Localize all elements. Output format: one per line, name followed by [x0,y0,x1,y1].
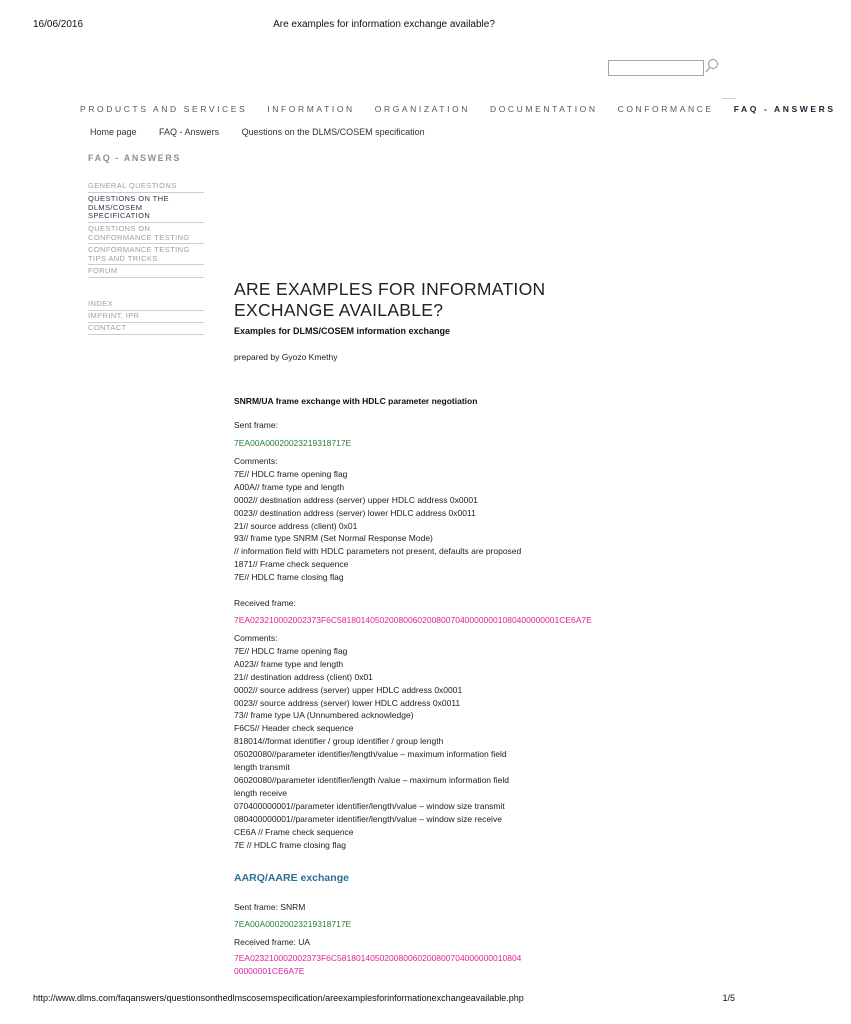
comment-line: // information field with HDLC parameters not present, defaults are proposed [234,546,522,557]
print-url: http://www.dlms.com/faqanswers/questionsonthedlmscosemspecification/areexamplesforinformationexchangeavailable.php [33,993,524,1003]
comment-line: 1871// Frame check sequence [234,559,349,570]
comment-line: 070400000001//parameter identifier/length/value – window size transmit [234,800,505,811]
article-author: prepared by Gyozo Kmethy [234,352,338,362]
comments-label: Comments: [234,633,278,643]
comment-line: length receive [234,787,287,798]
comment-line: 0002// source address (server) upper HDLC address 0x0001 [234,684,463,695]
sidebar-item-forum[interactable]: FORUM [88,267,204,278]
received-frame-ua-value-2: 00000001CE6A7E [234,966,305,976]
comment-line: F6C5// Header check sequence [234,723,354,734]
breadcrumb-home[interactable]: Home page [90,127,137,137]
sidebar-item-general-questions[interactable]: GENERAL QUESTIONS [88,182,204,193]
search-input[interactable] [608,60,704,76]
received-frame-label: Received frame: [234,598,296,608]
comment-line: 05020080//parameter identifier/length/value – maximum information field [234,749,507,760]
comment-line: length transmit [234,762,290,773]
sent-frame-value: 7EA00A00020023219318717E [234,438,352,448]
comment-line: 0023// destination address (server) lower HDLC address 0x0011 [234,507,476,518]
comment-line: 93// frame type SNRM (Set Normal Response Mode) [234,533,433,544]
comment-line: 0002// destination address (server) upper HDLC address 0x0001 [234,494,478,505]
comment-line: 080400000001//parameter identifier/length/value – window size receive [234,813,502,824]
comment-line: 21// source address (client) 0x01 [234,520,358,531]
print-date: 16/06/2016 [33,19,84,30]
sidebar-item-dlms-cosem-specification[interactable]: QUESTIONS ON THE DLMS/COSEM SPECIFICATION [88,195,204,223]
breadcrumb-faq[interactable]: FAQ - Answers [159,127,220,137]
breadcrumb-current[interactable]: Questions on the DLMS/COSEM specification [241,127,425,137]
page-title-line-2: EXCHANGE AVAILABLE? [234,300,444,320]
sidebar-item-conformance-testing[interactable]: QUESTIONS ON CONFORMANCE TESTING [88,225,204,244]
page-title [234,279,545,321]
received-comments-block [234,632,634,851]
article-subtitle: Examples for DLMS/COSEM information exchange [234,326,451,336]
nav-faq-answers[interactable]: FAQ - ANSWERS [733,104,836,114]
sidebar-item-index[interactable]: INDEX [88,300,204,311]
search-icon[interactable] [704,58,720,74]
nav-products-and-services[interactable]: PRODUCTS AND SERVICES [80,104,248,114]
print-page-number: 1/5 [722,993,735,1003]
sent-comments-block [234,455,634,584]
sidebar-item-imprint[interactable]: IMPRINT, IPR [88,312,204,323]
comment-line: A023// frame type and length [234,658,344,669]
section-heading-snrm-ua: SNRM/UA frame exchange with HDLC parameter negotiation [234,396,478,406]
sidebar-item-contact[interactable]: CONTACT [88,324,204,335]
sent-frame-snrm-label: Sent frame: SNRM [234,902,306,912]
page-title-line-1: ARE EXAMPLES FOR INFORMATION [234,279,546,299]
main-nav [80,104,851,114]
comment-line: 0023// source address (server) lower HDLC address 0x0011 [234,697,461,708]
comment-line: 7E// HDLC frame opening flag [234,645,348,656]
breadcrumb [90,127,445,137]
comment-line: 06020080//parameter identifier/length /value – maximum information field [234,774,509,785]
comment-line: A00A// frame type and length [234,481,345,492]
received-frame-ua-label: Received frame: UA [234,937,311,947]
comment-line: 7E// HDLC frame opening flag [234,468,348,479]
comment-line: 818014//format identifier / group identifier / group length [234,736,444,747]
comment-line: 21// destination address (client) 0x01 [234,671,373,682]
nav-documentation[interactable]: DOCUMENTATION [489,104,598,114]
section-heading-aarq-aare: AARQ/AARE exchange [234,872,349,884]
print-title: Are examples for information exchange available? [273,19,495,30]
received-frame-value: 7EA023210002002373F6C58180140502008006020080070400000001080400000001CE6A7E [234,615,592,625]
sidebar-item-tips-and-tricks[interactable]: CONFORMANCE TESTING TIPS AND TRICKS [88,246,204,265]
received-frame-ua-value-1: 7EA023210002002373F6C58180140502008006020080070400000001080​4 [234,953,522,963]
header-divider [722,98,736,99]
sent-frame-snrm-value: 7EA00A00020023219318717E [234,919,352,929]
nav-information[interactable]: INFORMATION [267,104,355,114]
sidebar-title: FAQ - ANSWERS [88,153,181,163]
nav-conformance[interactable]: CONFORMANCE [617,104,714,114]
comment-line: 7E// HDLC frame closing flag [234,572,344,583]
comments-label: Comments: [234,456,278,466]
comment-line: 7E // HDLC frame closing flag [234,839,346,850]
comment-line: 73// frame type UA (Unnumbered acknowledge) [234,710,414,721]
nav-organization[interactable]: ORGANIZATION [374,104,471,114]
comment-line: CE6A // Frame check sequence [234,826,354,837]
sent-frame-label: Sent frame: [234,420,278,430]
